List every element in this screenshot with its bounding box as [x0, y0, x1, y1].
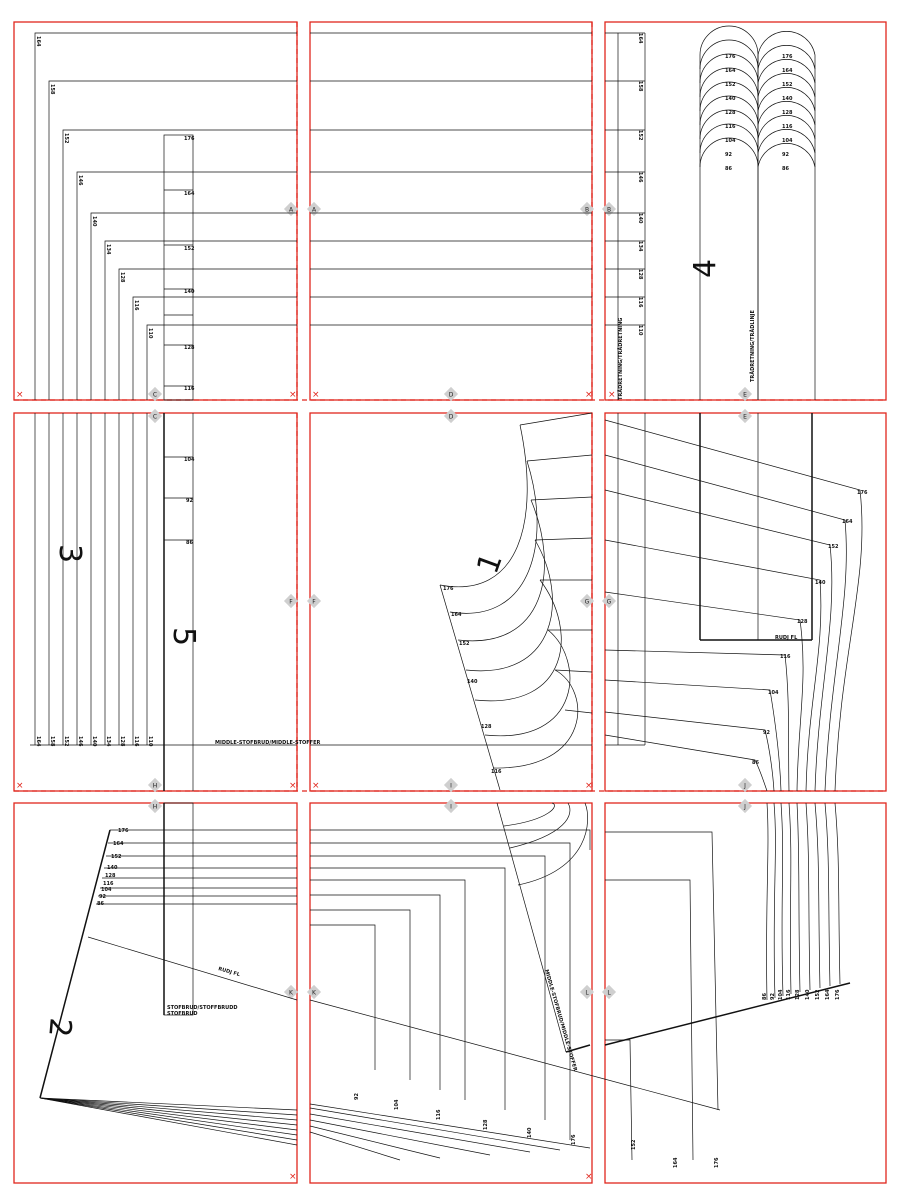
svg-text:110: 110	[147, 328, 153, 339]
grainline-label-4: TRÅDRETNING/TRÅDLINJE	[750, 310, 756, 382]
marker-f2	[307, 594, 321, 608]
svg-text:116: 116	[637, 297, 643, 308]
svg-text:158: 158	[49, 736, 55, 747]
svg-text:164: 164	[451, 612, 462, 618]
svg-text:104: 104	[101, 887, 112, 893]
svg-text:86: 86	[752, 760, 759, 766]
svg-text:164: 164	[782, 68, 793, 74]
svg-text:G: G	[584, 598, 590, 606]
svg-text:158: 158	[49, 84, 55, 95]
marker-c	[148, 387, 162, 401]
svg-text:92: 92	[99, 894, 106, 900]
marker-j	[738, 778, 752, 792]
svg-text:140: 140	[91, 736, 97, 747]
svg-text:92: 92	[725, 152, 732, 158]
svg-text:116: 116	[725, 124, 736, 130]
fold-label-cuff: STOFBRUD/STOFFBRUDD	[167, 1005, 238, 1011]
svg-text:152: 152	[725, 82, 736, 88]
svg-text:140: 140	[637, 213, 643, 224]
tile-i-lines	[605, 803, 850, 1160]
svg-text:E: E	[743, 391, 747, 399]
grainline-label-2: RUDJ FL	[217, 966, 241, 979]
svg-text:140: 140	[527, 1127, 533, 1138]
svg-text:152: 152	[111, 854, 122, 860]
svg-text:92: 92	[770, 993, 776, 1000]
svg-text:×: ×	[608, 390, 616, 400]
svg-text:152: 152	[782, 82, 793, 88]
marker-a2	[307, 202, 321, 216]
svg-text:86: 86	[97, 901, 104, 907]
svg-text:128: 128	[105, 873, 116, 879]
fold-label-top-left: MIDDLE-STOFBRUD/MIDDLE-STOFFER	[215, 740, 321, 746]
svg-text:176: 176	[714, 1157, 720, 1168]
svg-text:×: ×	[585, 1172, 593, 1182]
piece-3-lines	[30, 33, 645, 745]
svg-text:116: 116	[786, 989, 792, 1000]
piece-4-arches	[700, 26, 815, 640]
svg-text:L: L	[607, 989, 611, 997]
svg-text:86: 86	[762, 993, 768, 1000]
marker-d2	[444, 409, 458, 423]
svg-text:146: 146	[77, 736, 83, 747]
svg-text:164: 164	[825, 989, 831, 1000]
svg-text:128: 128	[795, 989, 801, 1000]
marker-h2	[148, 799, 162, 813]
svg-text:164: 164	[673, 1157, 679, 1168]
svg-text:116: 116	[436, 1109, 442, 1120]
tile-i-sizes	[631, 989, 841, 1168]
svg-text:176: 176	[857, 490, 868, 496]
svg-text:176: 176	[835, 989, 841, 1000]
svg-text:176: 176	[184, 136, 195, 142]
svg-text:×: ×	[16, 781, 24, 791]
svg-text:176: 176	[725, 54, 736, 60]
svg-text:G: G	[606, 598, 612, 606]
marker-e	[738, 387, 752, 401]
svg-text:×: ×	[16, 390, 24, 400]
svg-text:92: 92	[763, 730, 770, 736]
svg-text:128: 128	[119, 272, 125, 283]
svg-text:J: J	[744, 803, 746, 811]
svg-text:128: 128	[483, 1119, 489, 1130]
svg-text:×: ×	[585, 781, 593, 791]
marker-c2	[148, 409, 162, 423]
fold-label-cuff-2: STOFBRUD	[167, 1011, 198, 1017]
piece-number-1: 1	[470, 548, 510, 579]
svg-text:104: 104	[768, 690, 779, 696]
svg-text:176: 176	[782, 54, 793, 60]
svg-text:140: 140	[467, 679, 478, 685]
svg-text:164: 164	[35, 36, 41, 47]
piece-2-sizes	[97, 828, 129, 907]
svg-text:×: ×	[312, 390, 320, 400]
svg-text:128: 128	[725, 110, 736, 116]
size-labels-a	[35, 33, 643, 747]
marker-f	[284, 594, 298, 608]
marker-g2	[602, 594, 616, 608]
svg-text:140: 140	[815, 580, 826, 586]
svg-text:L: L	[585, 989, 589, 997]
svg-text:116: 116	[133, 736, 139, 747]
svg-text:128: 128	[119, 736, 125, 747]
svg-text:176: 176	[118, 828, 129, 834]
svg-text:116: 116	[780, 654, 791, 660]
svg-text:128: 128	[637, 269, 643, 280]
svg-text:134: 134	[637, 241, 643, 252]
svg-text:E: E	[743, 413, 747, 421]
svg-text:176: 176	[571, 1134, 577, 1145]
svg-text:110: 110	[147, 736, 153, 747]
svg-text:I: I	[450, 803, 452, 811]
svg-text:146: 146	[77, 175, 83, 186]
corner-marks	[16, 390, 616, 1182]
piece-1-sizes	[443, 586, 502, 775]
svg-text:C: C	[152, 391, 158, 399]
svg-text:H: H	[152, 803, 158, 811]
svg-text:152: 152	[637, 130, 643, 141]
svg-text:116: 116	[782, 124, 793, 130]
svg-text:D: D	[448, 391, 454, 399]
svg-text:116: 116	[491, 769, 502, 775]
svg-text:140: 140	[184, 289, 195, 295]
piece-number-4: 4	[688, 258, 723, 278]
svg-text:164: 164	[637, 33, 643, 44]
svg-text:134: 134	[105, 244, 111, 255]
svg-text:152: 152	[631, 1139, 637, 1150]
svg-text:146: 146	[637, 172, 643, 183]
svg-text:104: 104	[184, 457, 195, 463]
svg-text:86: 86	[782, 166, 789, 172]
piece-2-fan	[40, 1098, 297, 1145]
svg-text:H: H	[152, 782, 158, 790]
svg-text:140: 140	[805, 989, 811, 1000]
svg-text:86: 86	[186, 540, 193, 546]
svg-text:152: 152	[184, 246, 195, 252]
svg-text:152: 152	[63, 736, 69, 747]
svg-text:B: B	[584, 206, 590, 214]
grainline-label-1: RUDJ FL	[775, 635, 798, 641]
svg-text:128: 128	[481, 724, 492, 730]
svg-text:×: ×	[289, 781, 297, 791]
svg-text:164: 164	[725, 68, 736, 74]
svg-text:128: 128	[782, 110, 793, 116]
svg-text:×: ×	[585, 390, 593, 400]
svg-text:A: A	[311, 206, 317, 214]
fold-label-diag: MIDDLE-STOFBRUD/MIDDLE-STOFFER	[543, 968, 578, 1072]
marker-a	[284, 202, 298, 216]
marker-d	[444, 387, 458, 401]
tile-markers	[148, 202, 752, 999]
svg-text:158: 158	[637, 81, 643, 92]
svg-text:140: 140	[91, 216, 97, 227]
svg-text:×: ×	[289, 390, 297, 400]
svg-text:K: K	[312, 989, 316, 997]
base-i-sizes	[354, 1093, 577, 1145]
svg-text:152: 152	[815, 989, 821, 1000]
svg-text:104: 104	[782, 138, 793, 144]
marker-k2	[307, 985, 321, 999]
svg-text:110: 110	[637, 325, 643, 336]
marker-l2	[602, 985, 616, 999]
svg-text:140: 140	[725, 96, 736, 102]
marker-i2	[444, 799, 458, 813]
piece-2	[40, 830, 720, 1160]
svg-text:×: ×	[312, 781, 320, 791]
svg-text:140: 140	[782, 96, 793, 102]
svg-text:104: 104	[725, 138, 736, 144]
svg-text:116: 116	[184, 386, 195, 392]
svg-text:F: F	[312, 598, 316, 606]
wave-sizes	[752, 490, 868, 766]
svg-text:D: D	[448, 413, 454, 421]
svg-text:104: 104	[778, 989, 784, 1000]
piece-number-5: 5	[166, 627, 201, 647]
svg-text:164: 164	[113, 841, 124, 847]
svg-text:152: 152	[828, 544, 839, 550]
svg-text:J: J	[744, 782, 746, 790]
svg-text:K: K	[289, 989, 293, 997]
marker-h	[148, 778, 162, 792]
piece-number-2: 2	[41, 1016, 78, 1039]
svg-text:134: 134	[105, 736, 111, 747]
svg-text:176: 176	[443, 586, 454, 592]
svg-text:I: I	[450, 782, 452, 790]
svg-text:152: 152	[459, 641, 470, 647]
fan-continuation	[310, 1104, 590, 1160]
svg-text:B: B	[606, 206, 612, 214]
svg-text:86: 86	[725, 166, 732, 172]
svg-text:164: 164	[842, 519, 853, 525]
svg-text:116: 116	[103, 881, 114, 887]
grainline-label-3: TRÅDRETNING/TRÅDRETNING	[618, 317, 624, 400]
piece-1-sleeve	[440, 413, 592, 790]
piece-4-sizes	[725, 54, 793, 172]
marker-j2	[738, 799, 752, 813]
tile-grid	[14, 22, 886, 1183]
svg-text:A: A	[288, 206, 294, 214]
piece-number-3: 3	[52, 544, 87, 564]
svg-text:152: 152	[63, 133, 69, 144]
svg-text:C: C	[152, 413, 158, 421]
piece-5-cuff	[164, 135, 193, 1015]
svg-text:F: F	[289, 598, 293, 606]
svg-text:128: 128	[184, 345, 195, 351]
svg-text:140: 140	[107, 865, 118, 871]
marker-e2	[738, 409, 752, 423]
svg-text:164: 164	[184, 191, 195, 197]
sleeve-right	[605, 420, 862, 791]
svg-text:92: 92	[186, 498, 193, 504]
svg-text:104: 104	[394, 1099, 400, 1110]
svg-text:128: 128	[797, 619, 808, 625]
svg-text:116: 116	[133, 300, 139, 311]
svg-text:164: 164	[35, 736, 41, 747]
svg-text:92: 92	[782, 152, 789, 158]
marker-b2	[602, 202, 616, 216]
svg-text:×: ×	[289, 1172, 297, 1182]
svg-text:92: 92	[354, 1093, 360, 1100]
marker-i	[444, 778, 458, 792]
